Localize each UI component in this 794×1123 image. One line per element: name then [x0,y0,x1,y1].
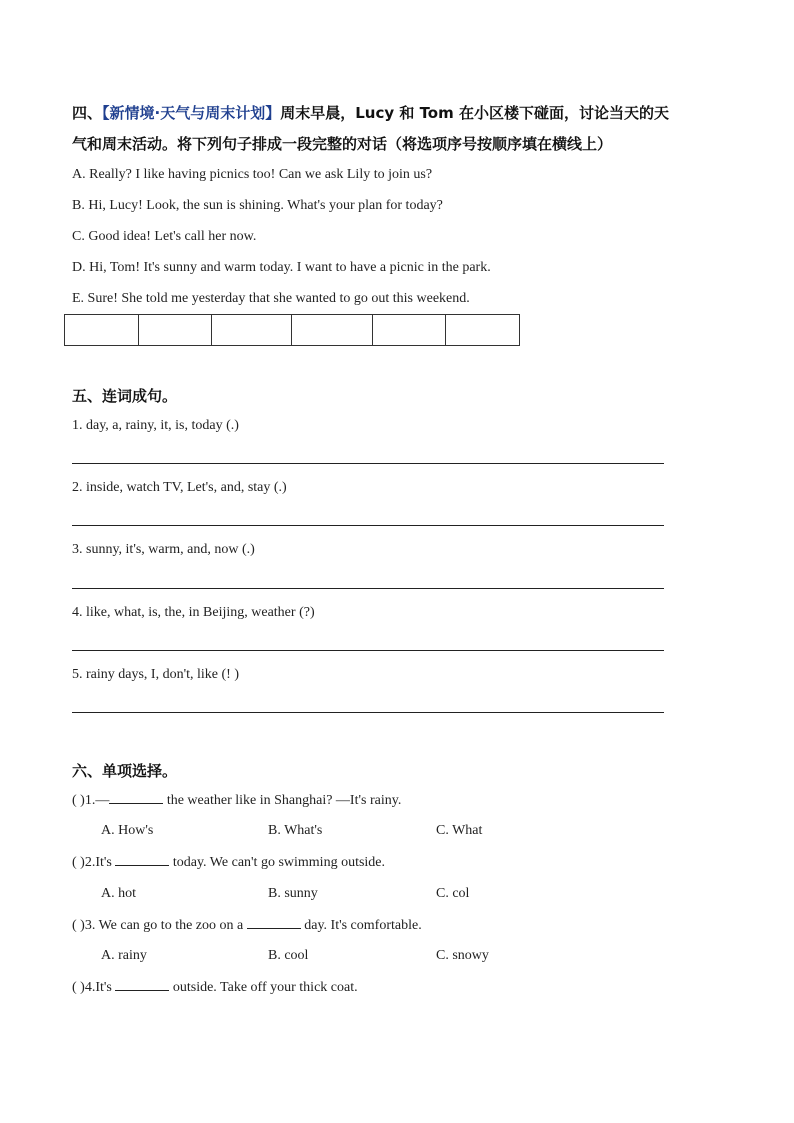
question-text: 3. We can go to the zoo on a [84,918,247,933]
option-a[interactable]: A. hot [101,886,136,901]
fill-blank[interactable] [115,853,169,866]
section4-option-b: B. Hi, Lucy! Look, the sun is shining. What's your plan for today? [72,198,443,213]
answer-line[interactable] [72,588,664,589]
answer-paren[interactable]: ( ) [72,793,85,808]
question-text: 2.It's [84,855,116,870]
section4-option-e: E. Sure! She told me yesterday that she wanted to go out this weekend. [72,291,470,306]
section4-option-d: D. Hi, Tom! It's sunny and warm today. I want to have a picnic in the park. [72,260,491,275]
answer-paren[interactable]: ( ) [72,918,85,933]
answer-cell[interactable] [212,315,292,346]
option-b[interactable]: B. What's [268,823,323,838]
section4-text-line2: 气和周末活动。将下列句子排成一段完整的对话（将选项序号按顺序填在横线上） [72,135,613,153]
section5-title: 五、连词成句。 [72,387,178,405]
question-text: the weather like in Shanghai? —It's rainy. [163,793,402,808]
question-1 [72,791,401,810]
answer-cell[interactable] [292,315,373,346]
answer-cell[interactable] [139,315,212,346]
section4-option-a: A. Really? I like having picnics too! Can we ask Lily to join us? [72,167,433,182]
answer-cell[interactable] [65,315,139,346]
section6-title: 六、单项选择。 [72,762,178,780]
question-4 [72,978,358,997]
question-text: outside. Take off your thick coat. [169,980,358,995]
section4-option-c: C. Good idea! Let's call her now. [72,229,257,244]
question-text: day. It's comfortable. [300,918,422,933]
option-a[interactable]: A. How's [101,823,154,838]
option-c[interactable]: C. snowy [436,948,489,963]
question-3 [72,916,422,935]
answer-paren[interactable]: ( ) [72,855,85,870]
section4-heading [72,102,669,123]
answer-cell[interactable] [446,315,520,346]
answer-line[interactable] [72,525,664,526]
section5-item-4: 4. like, what, is, the, in Beijing, weather (?) [72,605,315,620]
question-text: today. We can't go swimming outside. [169,855,386,870]
question-text: 1.— [84,793,110,808]
fill-blank[interactable] [109,791,163,804]
section4-number: 四、 [72,104,103,122]
section4-text-line1: 周末早晨，Lucy 和 Tom 在小区楼下碰面，讨论当天的天 [280,104,669,122]
fill-blank[interactable] [115,978,169,991]
section5-item-3: 3. sunny, it's, warm, and, now (.) [72,542,255,557]
answer-paren[interactable]: ( ) [72,980,85,995]
option-c[interactable]: C. What [436,823,483,838]
section5-item-5: 5. rainy days, I, don't, like (! ) [72,667,239,682]
answer-line[interactable] [72,463,664,464]
answer-cell[interactable] [373,315,446,346]
answer-line[interactable] [72,712,664,713]
option-a[interactable]: A. rainy [101,948,147,963]
option-b[interactable]: B. cool [268,948,309,963]
section5-item-2: 2. inside, watch TV, Let's, and, stay (.) [72,480,287,495]
option-c[interactable]: C. col [436,886,470,901]
question-text: 4.It's [84,980,116,995]
fill-blank[interactable] [247,916,301,929]
answer-order-table [64,314,520,346]
section5-item-1: 1. day, a, rainy, it, is, today (.) [72,418,239,433]
option-b[interactable]: B. sunny [268,886,318,901]
answer-line[interactable] [72,650,664,651]
question-2 [72,853,385,872]
section4-tag: 【新情境·天气与周末计划】 [102,104,281,122]
